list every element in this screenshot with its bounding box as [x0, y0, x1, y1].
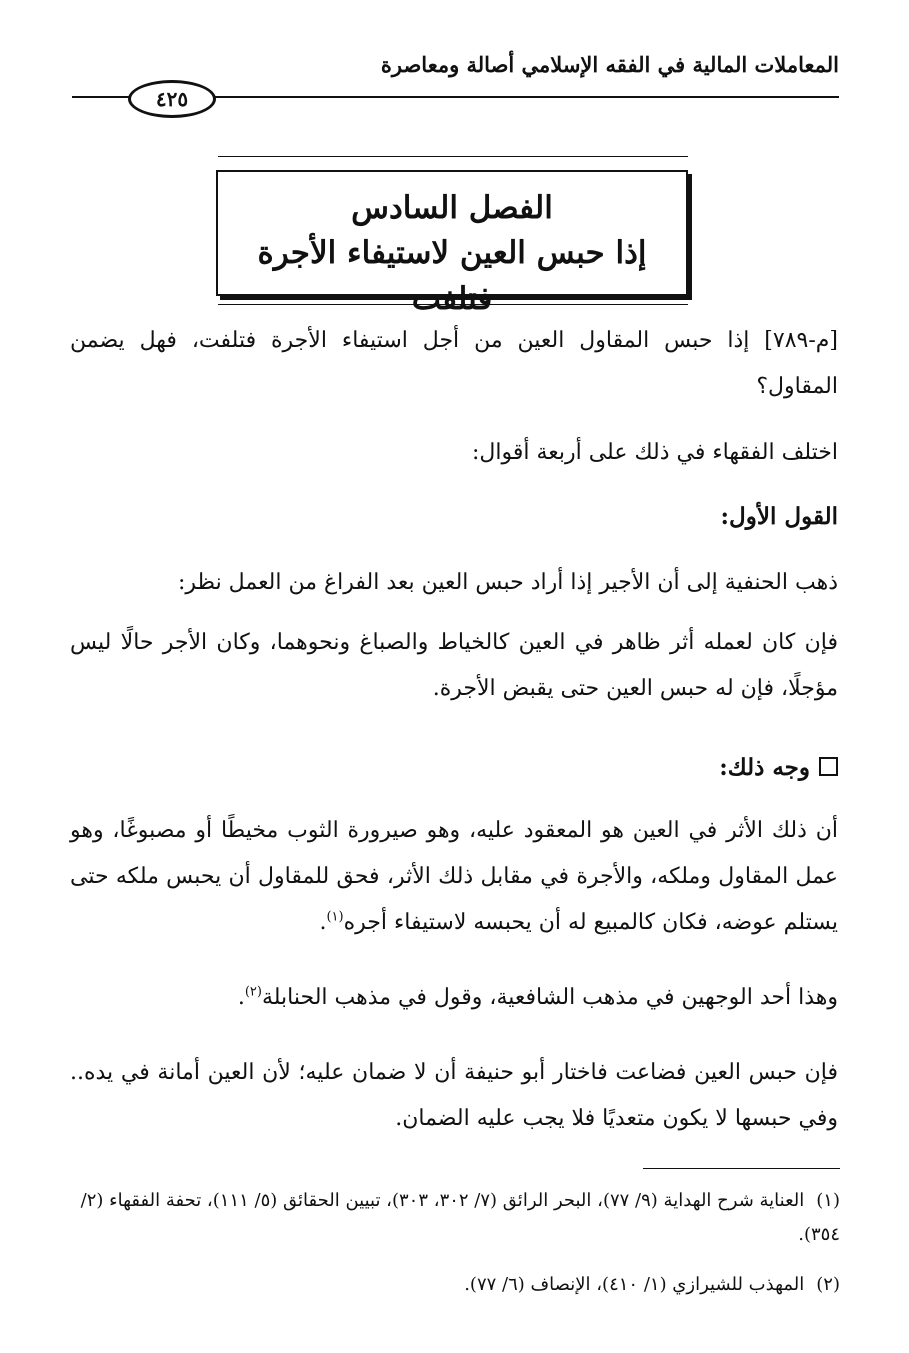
reason-paragraph — [70, 808, 838, 946]
first-opinion-heading: القول الأول: — [720, 503, 838, 530]
reason-heading-text: وجه ذلك: — [719, 754, 810, 781]
abu-hanifa-paragraph: فإن حبس العين فضاعت فاختار أبو حنيفة أن لا ضمان عليه؛ لأن العين أمانة في يده.. وفي حبسها لا يكون متعديًا فلا يجب عليه الضمان. — [70, 1060, 838, 1131]
footnote-1-number: (١) — [816, 1190, 840, 1211]
footnote-2-number: (٢) — [816, 1274, 840, 1295]
footnote-ref-2: (٢) — [244, 984, 262, 1000]
page-number: ٤٢٥ — [128, 80, 216, 118]
footnote-2 — [70, 1268, 840, 1302]
running-title: المعاملات المالية في الفقه الإسلامي أصالة ومعاصرة — [380, 52, 839, 77]
square-bullet-icon — [819, 757, 838, 776]
condition-paragraph: فإن كان لعمله أثر ظاهر في العين كالخياط والصباغ ونحوهما، وكان الأجر حالًا ليس مؤجلًا، فإن له حبس العين حتى يقبض الأجرة. — [70, 630, 838, 701]
chapter-bottom-rule — [218, 304, 688, 305]
chapter-subtitle: إذا حبس العين لاستيفاء الأجرة فتلفت — [257, 235, 647, 317]
reason-end: . — [319, 910, 327, 935]
footnote-ref-1: (١) — [326, 909, 344, 925]
chapter-title: الفصل السادس — [351, 190, 553, 226]
reason-heading — [70, 745, 838, 791]
footnote-1 — [70, 1184, 840, 1252]
shafii-end: . — [237, 985, 245, 1010]
chapter-heading-box — [216, 170, 688, 317]
footnote-2-text: المهذب للشيرازي (١/ ٤١٠)، الإنصاف (٦/ ٧٧). — [464, 1274, 805, 1295]
footnote-1-text: العناية شرح الهداية (٩/ ٧٧)، البحر الرائق (٧/ ٣٠٢، ٣٠٣)، تبيين الحقائق (٥/ ١١١)، تحفة الفقهاء (٢/ ٣٥٤). — [80, 1190, 840, 1245]
reason-text: أن ذلك الأثر في العين هو المعقود عليه، وهو صيرورة الثوب مخيطًا أو مصبوغًا، وهو عمل المقاول وملكه، والأجرة في مقابل ذلك الأثر، فحق للمقاول أن يحبس ملكه حتى يستلم عوضه، فكان كالمبيع له أن يحبسه لاستيفاء أجره — [70, 818, 838, 935]
shafii-text: وهذا أحد الوجهين في مذهب الشافعية، وقول في مذهب الحنابلة — [261, 985, 838, 1010]
hanafi-paragraph: ذهب الحنفية إلى أن الأجير إذا أراد حبس العين بعد الفراغ من العمل نظر: — [177, 570, 838, 595]
intro-paragraph: اختلف الفقهاء في ذلك على أربعة أقوال: — [471, 440, 838, 465]
footnote-rule — [643, 1168, 840, 1169]
shafii-paragraph — [70, 975, 838, 1021]
chapter-top-rule — [218, 156, 688, 157]
question-paragraph: [م-٧٨٩] إذا حبس المقاول العين من أجل استيفاء الأجرة فتلفت، فهل يضمن المقاول؟ — [70, 328, 838, 399]
